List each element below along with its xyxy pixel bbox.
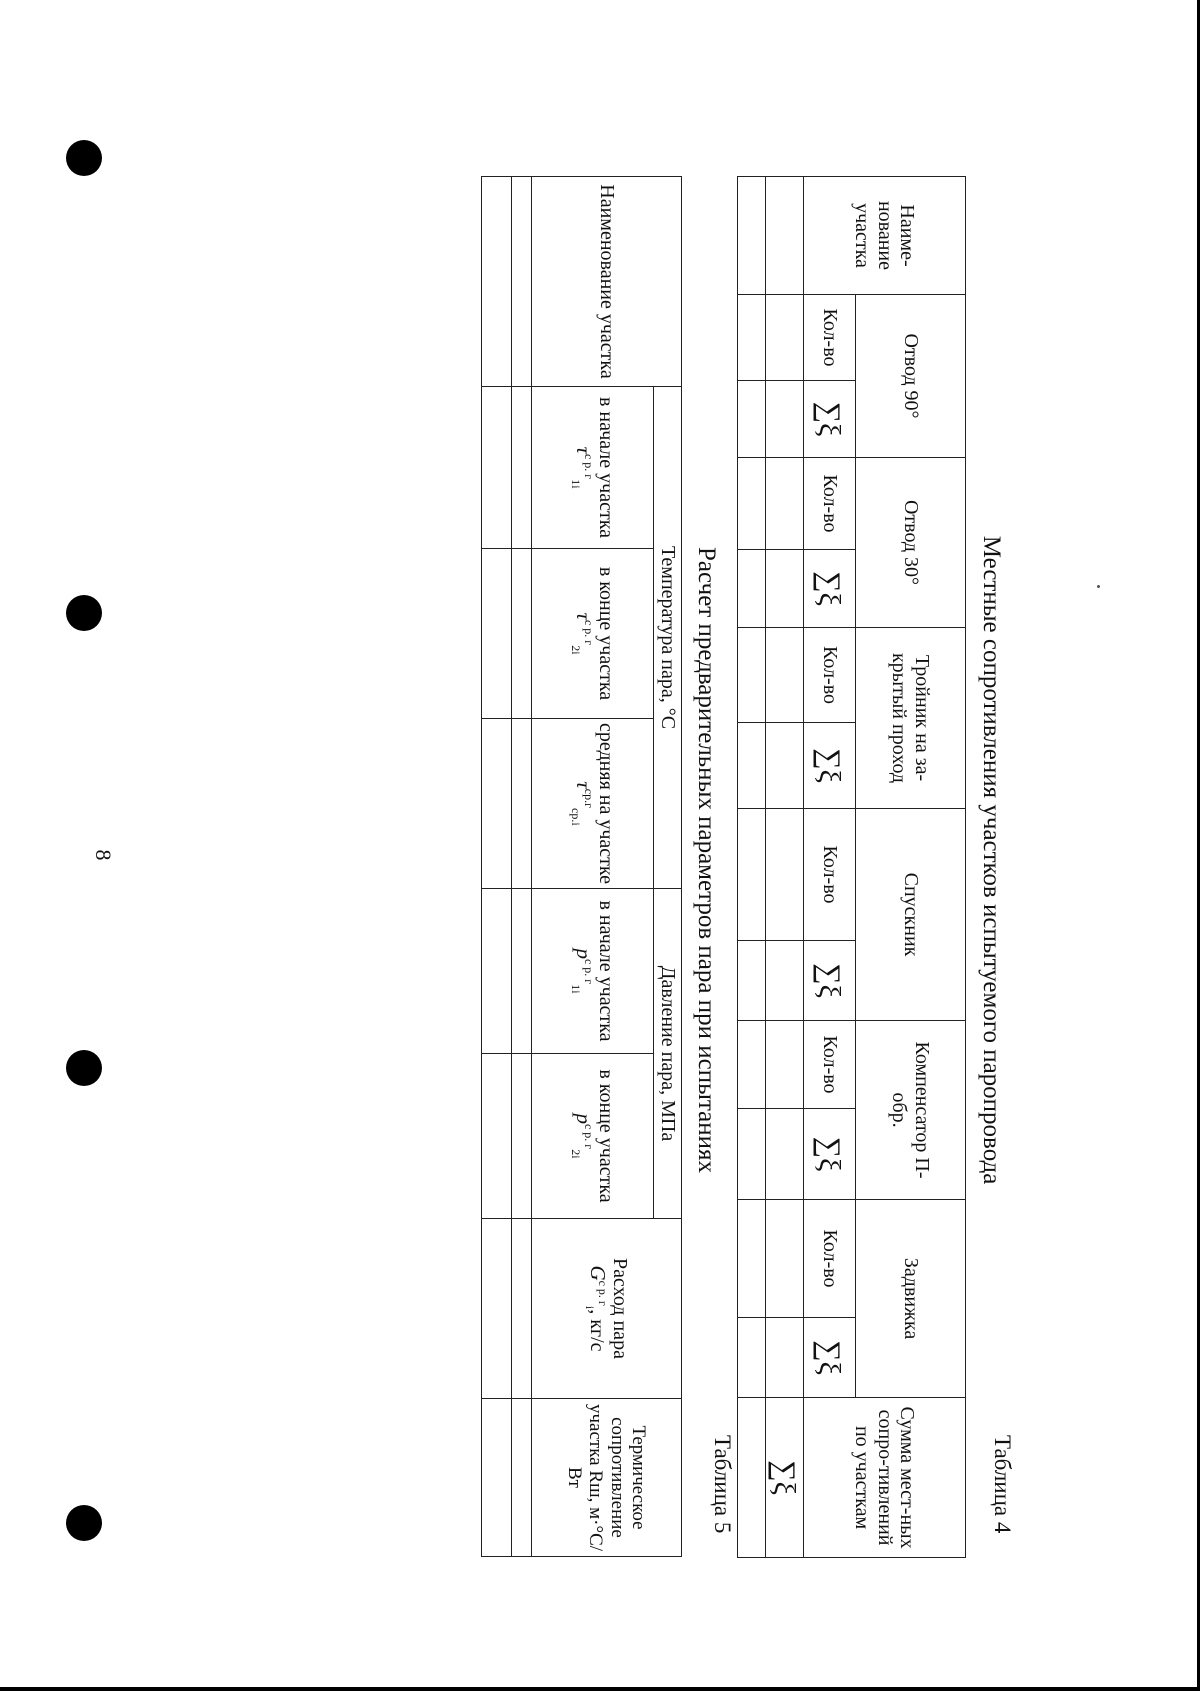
- table-cell: [738, 941, 766, 1021]
- table-cell: [738, 628, 766, 723]
- flow-unit: , кг/с: [585, 1309, 608, 1352]
- table-cell: [766, 1109, 804, 1200]
- table5-flow: [532, 1219, 682, 1399]
- table4-sub-sum: ∑ξ: [804, 381, 856, 458]
- temp-start-symbol: [568, 446, 596, 489]
- table-cell: [766, 1318, 804, 1398]
- table5-label: Таблица 5: [710, 1435, 735, 1534]
- table-cell: [482, 387, 512, 549]
- table-cell: [738, 1398, 766, 1558]
- sub: 2i: [568, 1149, 583, 1159]
- table-cell: [482, 549, 512, 719]
- table-cell: [482, 719, 512, 889]
- flow-sup: с р. г: [595, 1280, 610, 1306]
- table4-total-sum: ∑ξ: [766, 1398, 804, 1558]
- table-cell: [512, 1399, 532, 1557]
- sym: p: [571, 948, 596, 959]
- table5: [481, 176, 682, 1557]
- table4-sub-sum: ∑ξ: [804, 1109, 856, 1200]
- table4-sub-sum: ∑ξ: [804, 1318, 856, 1398]
- sub: ср.i: [568, 808, 583, 826]
- table4-sub-sum: ∑ξ: [804, 550, 856, 628]
- table5-press-end: [532, 1054, 654, 1219]
- table-cell: [738, 177, 766, 295]
- table-cell: [766, 381, 804, 458]
- table4-label: Таблица 4: [990, 1435, 1015, 1534]
- table-cell: [482, 1399, 512, 1557]
- table5-flow-label: Расход пара: [609, 1258, 632, 1359]
- table-cell: [482, 1219, 512, 1399]
- table5-temp-end: [532, 549, 654, 719]
- flow-sym: G: [585, 1265, 610, 1281]
- table-cell: [512, 1219, 532, 1399]
- table-cell: [738, 295, 766, 381]
- table-row: [738, 177, 766, 1558]
- sub: 1i: [568, 479, 583, 489]
- table4-col-name: Наиме-нование участка: [804, 177, 966, 295]
- table-cell: [766, 295, 804, 381]
- sup: с р. г: [581, 453, 596, 480]
- table-cell: [512, 1054, 532, 1219]
- table5-temp-group: Температура пара, °С: [654, 387, 682, 889]
- page-number: 8: [91, 849, 116, 861]
- table-cell: [766, 941, 804, 1021]
- table5-temp-start: [532, 387, 654, 549]
- table4-group: Задвижка: [856, 1200, 966, 1398]
- table4-sub-count: Кол-во: [804, 628, 856, 723]
- table5-press-start: [532, 889, 654, 1054]
- flow-symbol: [582, 1265, 610, 1310]
- press-start-symbol: [568, 948, 596, 994]
- sub: 2i: [568, 645, 583, 655]
- cell-label: в начале участка: [595, 396, 618, 539]
- press-end-symbol: [568, 1113, 596, 1159]
- table4-sub-count: Кол-во: [804, 295, 856, 381]
- table4-subheader-row: [804, 177, 856, 1558]
- table4-group: Компенсатор П-обр.: [856, 1021, 966, 1200]
- table4-sub-count: Кол-во: [804, 809, 856, 941]
- cell-label: в конце участка: [595, 566, 618, 701]
- table5-press-group: Давление пара, МПа: [654, 889, 682, 1219]
- flow-sub: i: [582, 1305, 597, 1310]
- table-cell: [766, 723, 804, 809]
- table-cell: [766, 1021, 804, 1109]
- table5-temp-avg: [532, 719, 654, 889]
- table5-col-name: Наименование участка: [532, 177, 682, 387]
- table4: [737, 176, 966, 1558]
- table-cell: [738, 1318, 766, 1398]
- table-cell: [738, 550, 766, 628]
- temp-avg-symbol: [568, 781, 596, 826]
- table-row: [482, 177, 512, 1557]
- cell-label: в конце участка: [595, 1069, 618, 1203]
- table-cell: [512, 177, 532, 387]
- table-cell: [738, 458, 766, 550]
- sup: с р. г: [581, 958, 596, 985]
- table-cell: [766, 458, 804, 550]
- table4-title: Местные сопротивления участков испытуемого паропровода: [978, 535, 1005, 1185]
- table-cell: [738, 381, 766, 458]
- table-cell: [766, 1200, 804, 1318]
- table4-col-total: Сумма мест-ных сопро-тивлений по участкам: [804, 1398, 966, 1558]
- cell-label: средняя на участке: [595, 723, 618, 884]
- table-cell: [738, 1021, 766, 1109]
- table-cell: [512, 549, 532, 719]
- table4-group: Тройник на за-крытый проход: [856, 628, 966, 809]
- table5-thermal: Термическое сопротивление участка Rш, м·°С/Вт: [532, 1399, 682, 1557]
- table-cell: [738, 809, 766, 941]
- table4-sub-sum: ∑ξ: [804, 723, 856, 809]
- table-cell: [766, 628, 804, 723]
- table-cell: [738, 1200, 766, 1318]
- table4-group: Спускник: [856, 809, 966, 1021]
- sym: τ: [571, 781, 596, 789]
- sym: p: [571, 1113, 596, 1124]
- table4-header-row: [856, 177, 966, 1558]
- table-cell: [512, 889, 532, 1054]
- table4-sub-count: Кол-во: [804, 458, 856, 550]
- table-cell: [766, 550, 804, 628]
- table-row: [512, 177, 532, 1557]
- table-cell: [482, 177, 512, 387]
- sym: τ: [571, 612, 596, 620]
- sup: с р. г: [581, 619, 596, 646]
- table-row: [766, 177, 804, 1558]
- sym: τ: [571, 446, 596, 454]
- table5-header-row: [654, 177, 682, 1557]
- sub: 1i: [568, 984, 583, 994]
- temp-end-symbol: [568, 612, 596, 655]
- table-cell: [512, 387, 532, 549]
- table-cell: [738, 1109, 766, 1200]
- table-cell: [766, 809, 804, 941]
- cell-label: в начале участка: [595, 900, 618, 1042]
- table4-group: Отвод 30°: [856, 458, 966, 628]
- table4-sub-count: Кол-во: [804, 1200, 856, 1318]
- table-cell: [512, 719, 532, 889]
- table4-sub-count: Кол-во: [804, 1021, 856, 1109]
- table-cell: [482, 889, 512, 1054]
- table4-sub-sum: ∑ξ: [804, 941, 856, 1021]
- sup: с р. г: [581, 1123, 596, 1150]
- table5-title: Расчет предварительных параметров пара при испытаниях: [693, 547, 720, 1173]
- table4-group: Отвод 90°: [856, 295, 966, 458]
- table-cell: [482, 1054, 512, 1219]
- table-cell: [738, 723, 766, 809]
- sup: ср.г: [581, 788, 596, 809]
- table-cell: [766, 177, 804, 295]
